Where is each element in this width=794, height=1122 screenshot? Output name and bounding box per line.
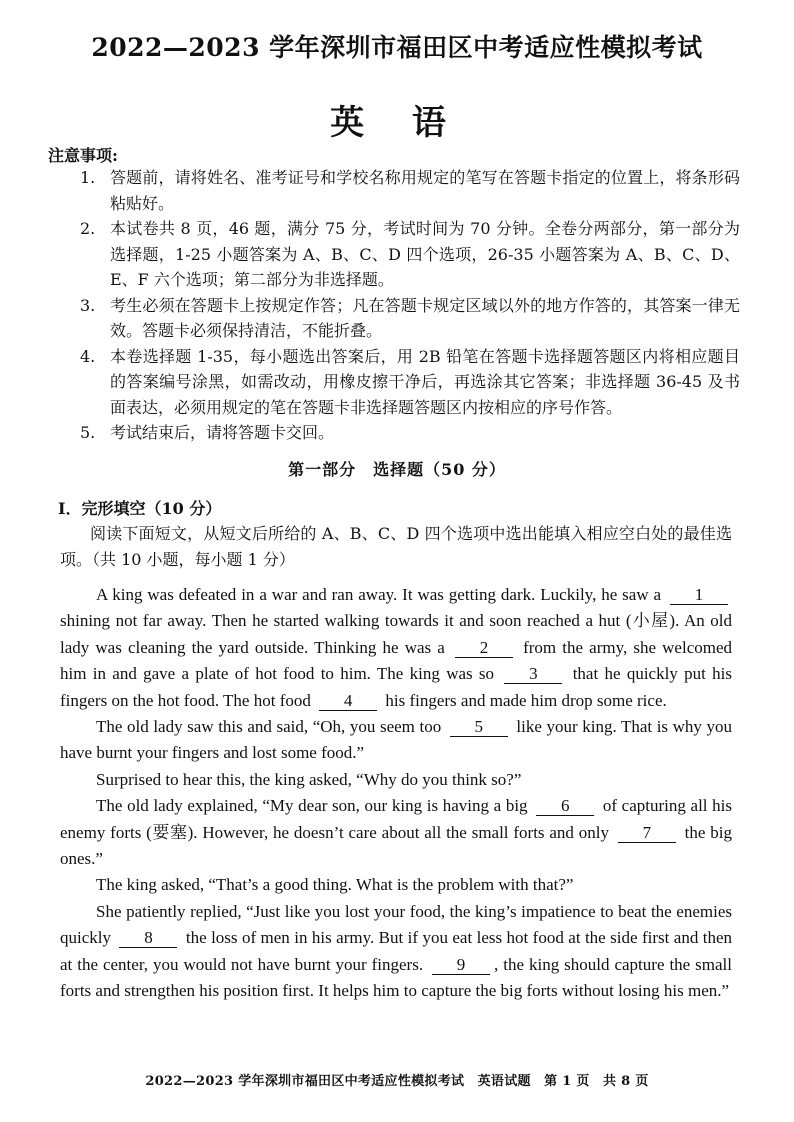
notice-text: 本试卷共 8 页，46 题，满分 75 分，考试时间为 70 分钟。全卷分两部分，第一部分为选择题，1-25 小题答案为 A、B、C、D 四个选项，26-35 小题答案为 A、B、C、D、E、F 六个选项；第二部分为非选择题。	[110, 219, 740, 289]
notice-number: 5.	[80, 423, 96, 442]
notice-item	[80, 344, 740, 421]
passage-paragraph	[60, 793, 732, 872]
section-heading: I．完形填空（10 分）	[58, 499, 222, 518]
blank-7: 7	[618, 824, 676, 843]
notice-text: 本卷选择题 1-35，每小题选出答案后，用 2B 铅笔在答题卡选择题答题区内将相应题目的答案编号涂黑，如需改动，用橡皮擦干净后，再选涂其它答案；非选择题 36-45 及书面表达，必须用规定的笔在答题卡非选择题答题区内按相应的序号作答。	[110, 346, 740, 417]
notice-item	[80, 420, 740, 446]
notice-number: 2.	[80, 219, 96, 238]
section-instruction: 阅读下面短文，从短文后所给的 A、B、C、D 四个选项中选出能填入相应空白处的最佳选项。（共 10 小题，每小题 1 分）	[60, 524, 732, 569]
notice-text: 答题前，请将姓名、准考证号和学校名称用规定的笔写在答题卡指定的位置上，将条形码粘贴好。	[110, 168, 740, 213]
passage-paragraph	[60, 582, 732, 714]
exam-title: 2022—2023 学年深圳市福田区中考适应性模拟考试	[91, 33, 703, 62]
passage-text: A king was defeated in a war and ran away. It was getting dark. Luckily, he saw a	[96, 585, 662, 604]
notice-item	[80, 216, 740, 293]
passage-text: the loss of men in his army. But if you eat less hot food at the side first and then at the center, you would not have burnt your fingers.	[60, 928, 733, 974]
notice-text: 考生必须在答题卡上按规定作答；凡在答题卡规定区域以外的地方作答的，其答案一律无效。答题卡必须保持清洁，不能折叠。	[110, 295, 740, 340]
cloze-passage	[60, 582, 732, 1005]
passage-text: , the king should capture the small forts and strengthen his position first. It helps him to capture the big forts without losing his men.”	[60, 954, 733, 1001]
notice-item	[80, 293, 740, 344]
blank-8: 8	[119, 929, 177, 948]
notice-number: 3.	[80, 295, 96, 315]
subject-title: 英 语	[330, 103, 464, 143]
part-heading: 第一部分 选择题（50 分）	[288, 460, 506, 479]
blank-5: 5	[450, 718, 508, 737]
notice-text: 考试结束后，请将答题卡交回。	[110, 423, 335, 442]
blank-9: 9	[432, 956, 490, 975]
passage-text: The old lady explained, “My dear son, our king is having a big	[96, 796, 528, 816]
passage-paragraph	[60, 714, 732, 767]
passage-text: from the army, she welcomed him in and gave a plate of hot food to him. The king was so	[60, 637, 733, 684]
passage-paragraph: Surprised to hear this, the king asked, “Why do you think so?”	[96, 769, 522, 789]
blank-3: 3	[504, 665, 562, 684]
passage-text: She patiently replied, “Just like you lost your food, the king’s impatience to beat the enemies quickly	[60, 901, 732, 948]
passage-text: shining not far away. Then he started walking towards it and soon reached a hut (小屋). An old lady was cleaning the yard outside. Thinking he was a	[60, 611, 732, 657]
notice-number: 4.	[80, 346, 96, 366]
passage-text: that he quickly put his fingers on the hot food. The hot food	[60, 664, 733, 710]
blank-6: 6	[536, 797, 594, 816]
notice-number: 1.	[80, 168, 96, 187]
passage-paragraph	[60, 899, 732, 1005]
blank-2: 2	[455, 639, 513, 658]
passage-paragraph: The king asked, “That’s a good thing. What is the problem with that?”	[96, 875, 574, 895]
passage-text: like your king. That is why you have burnt your fingers and lost some food.”	[60, 717, 733, 763]
notice-item	[80, 165, 740, 216]
passage-text: his fingers and made him drop some rice.	[385, 690, 667, 710]
passage-text: of capturing all his enemy forts (要塞). However, he doesn’t care about all the small forts and only	[60, 796, 733, 842]
blank-1: 1	[670, 586, 728, 605]
blank-4: 4	[319, 692, 377, 711]
page-footer: 2022—2023 学年深圳市福田区中考适应性模拟考试 英语试题 第 1 页 共 8 页	[145, 1074, 649, 1089]
passage-text: The old lady saw this and said, “Oh, you seem too	[96, 717, 442, 737]
notice-heading: 注意事项:	[48, 146, 118, 165]
notice-list	[80, 165, 740, 446]
passage-text: the big ones.”	[60, 822, 733, 869]
